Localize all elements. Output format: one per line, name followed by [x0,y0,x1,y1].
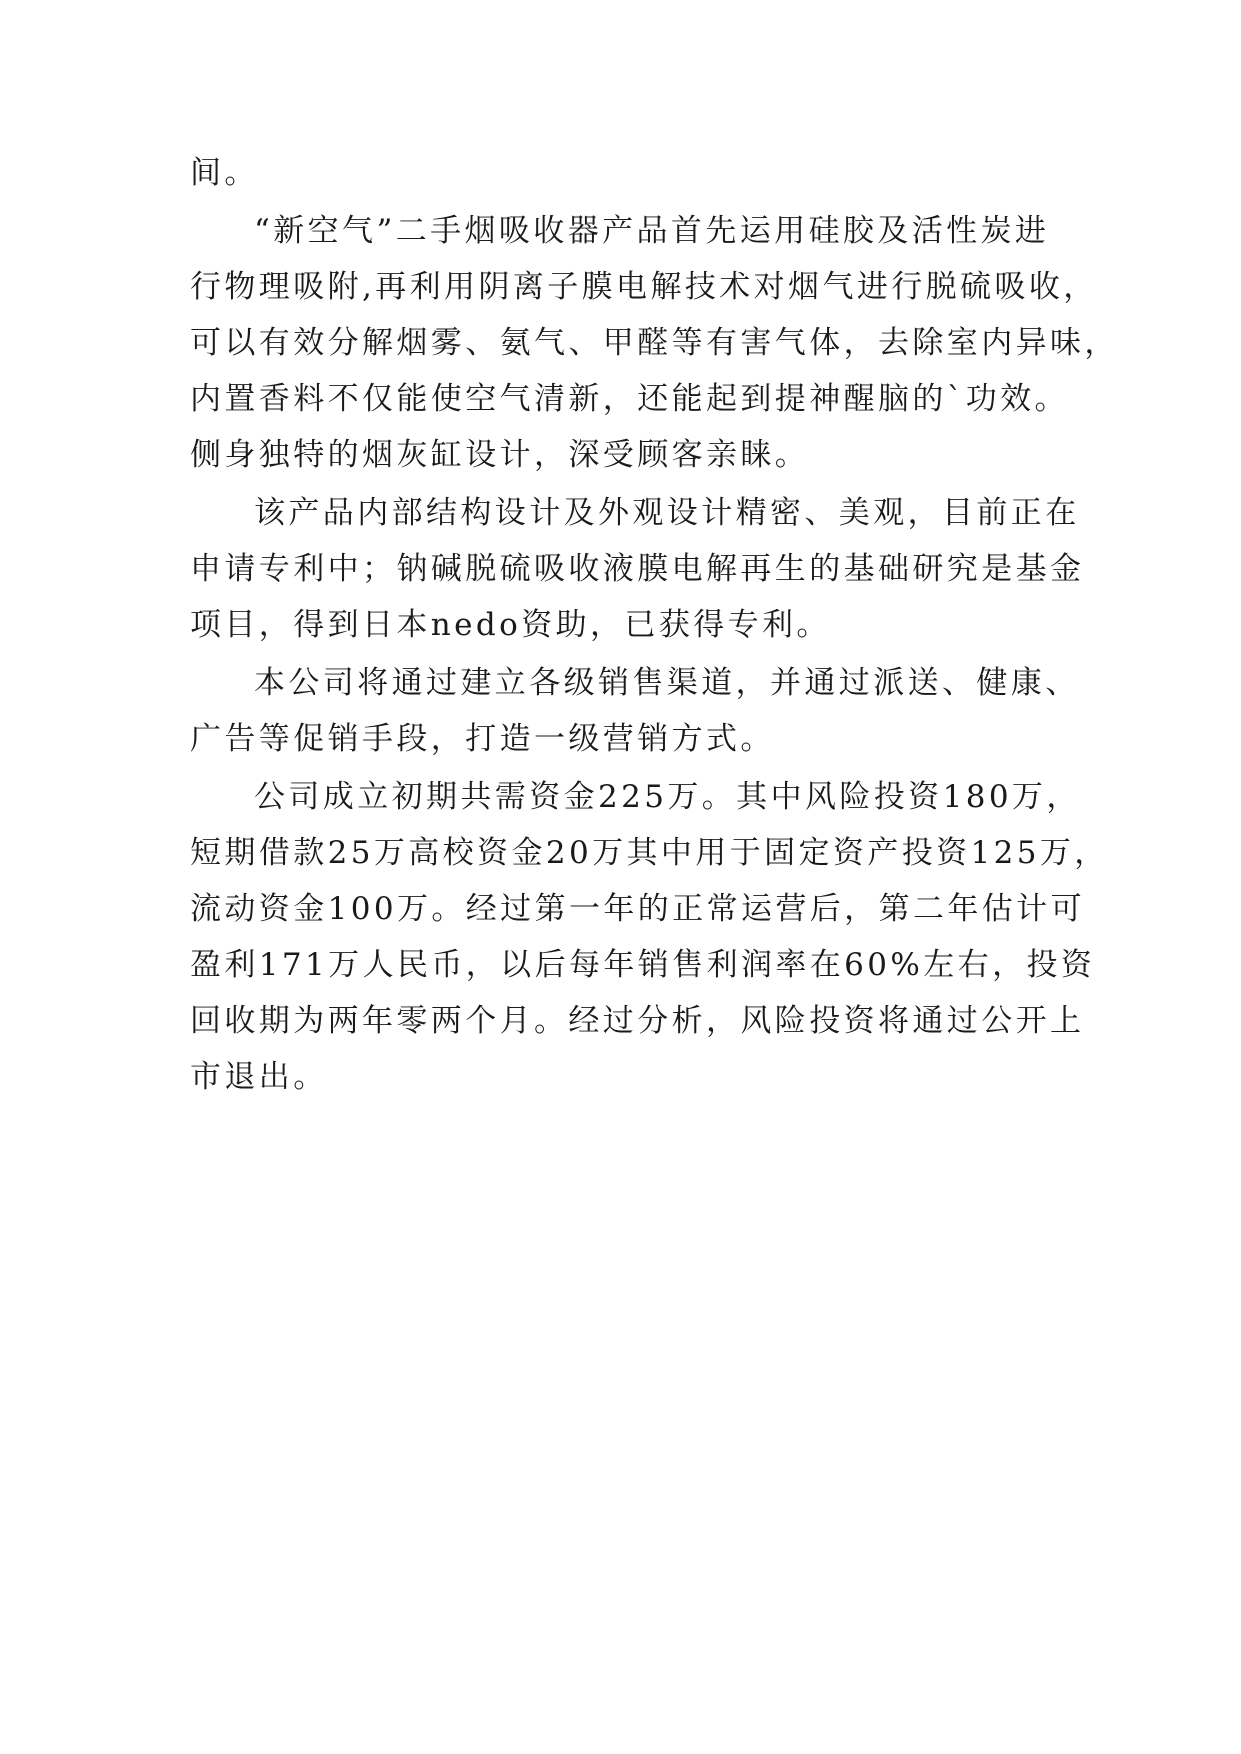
document-body [190,155,1119,1095]
text-line: 市退出。 [190,1059,328,1095]
text-line: 盈利171万人民币，以后每年销售利润率在60%左右，投资 [190,947,1096,983]
text-line: 间。 [190,155,259,191]
text-line: 短期借款25万高校资金20万其中用于固定资产投资125万， [190,835,1109,871]
text-line: 侧身独特的烟灰缸设计，深受顾客亲睐。 [190,437,810,473]
text-line: 项目，得到日本nedo资助，已获得专利。 [190,607,831,643]
text-line: 广告等促销手段，打造一级营销方式。 [190,721,775,757]
text-line: 流动资金100万。经过第一年的正常运营后，第二年估计可 [190,891,1085,927]
text-line: 本公司将通过建立各级销售渠道，并通过派送、健康、 [254,665,1080,701]
text-line: 回收期为两年零两个月。经过分析，风险投资将通过公开上 [190,1003,1085,1039]
text-line: “新空气”二手烟吸收器产品首先运用硅胶及活性炭进 [254,213,1050,249]
text-line: 可以有效分解烟雾、氨气、甲醛等有害气体，去除室内异味， [190,325,1119,361]
text-line: 申请专利中；钠碱脱硫吸收液膜电解再生的基础研究是基金 [190,551,1085,587]
text-line: 该产品内部结构设计及外观设计精密、美观，目前正在 [254,495,1080,531]
text-line: 行物理吸附,再利用阴离子膜电解技术对烟气进行脱硫吸收， [190,269,1098,305]
text-line: 内置香料不仅能使空气清新，还能起到提神醒脑的`功效。 [190,381,1069,417]
text-line: 公司成立初期共需资金225万。其中风险投资180万， [254,779,1081,815]
